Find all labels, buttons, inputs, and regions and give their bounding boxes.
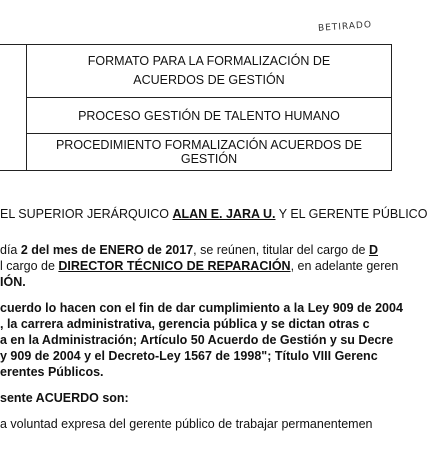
paragraph-1-line-2: l cargo de DIRECTOR TÉCNICO DE REPARACIÓN, en adelante geren [0, 259, 399, 273]
paragraph-3: sente ACUERDO son: [0, 391, 129, 405]
paragraph-4: a voluntad expresa del gerente público de trabajar permanentemen [0, 417, 373, 431]
paragraph-1-line-3: IÓN. [0, 275, 26, 289]
format-title [27, 45, 392, 98]
superior-name: ALAN E. JARA U. [172, 207, 276, 221]
cargo-title: DIRECTOR TÉCNICO DE REPARACIÓN [58, 259, 291, 273]
format-title-line-1: FORMATO PARA LA FORMALIZACIÓN DE [87, 54, 331, 68]
paragraph-2-line-3: a en la Administración; Artículo 50 Acuerdo de Gestión y su Decre [0, 333, 394, 347]
document-body [0, 206, 427, 432]
paragraph-2-line-5: erentes Públicos. [0, 365, 104, 379]
document-header-table [0, 44, 392, 171]
meeting-date: 2 del mes de ENERO de 2017 [20, 243, 194, 257]
paragraph-2-line-4: y 909 de 2004 y el Decreto-Ley 1567 de 1998"; Título VIII Gerenc [0, 349, 378, 363]
handwritten-annotation: BETIRADO [317, 20, 373, 34]
paragraph-1-line-1: día 2 del mes de ENERO de 2017, se reúnen, titular del cargo de D [0, 243, 379, 257]
paragraph-2-line-1: cuerdo lo hacen con el fin de dar cumplimiento a la Ley 909 de 2004 [0, 301, 403, 315]
procedure-title: PROCEDIMIENTO FORMALIZACIÓN ACUERDOS DE GESTIÓN [27, 134, 392, 171]
logo-cell [0, 45, 27, 171]
intro-line: EL SUPERIOR JERÁRQUICO ALAN E. JARA U. Y EL GERENTE PÚBLICO [0, 207, 427, 221]
format-title-line-2: ACUERDOS DE GESTIÓN [133, 73, 285, 87]
paragraph-2-line-2: , la carrera administrativa, gerencia pública y se dictan otras c [0, 317, 370, 331]
process-title: PROCESO GESTIÓN DE TALENTO HUMANO [27, 98, 392, 134]
